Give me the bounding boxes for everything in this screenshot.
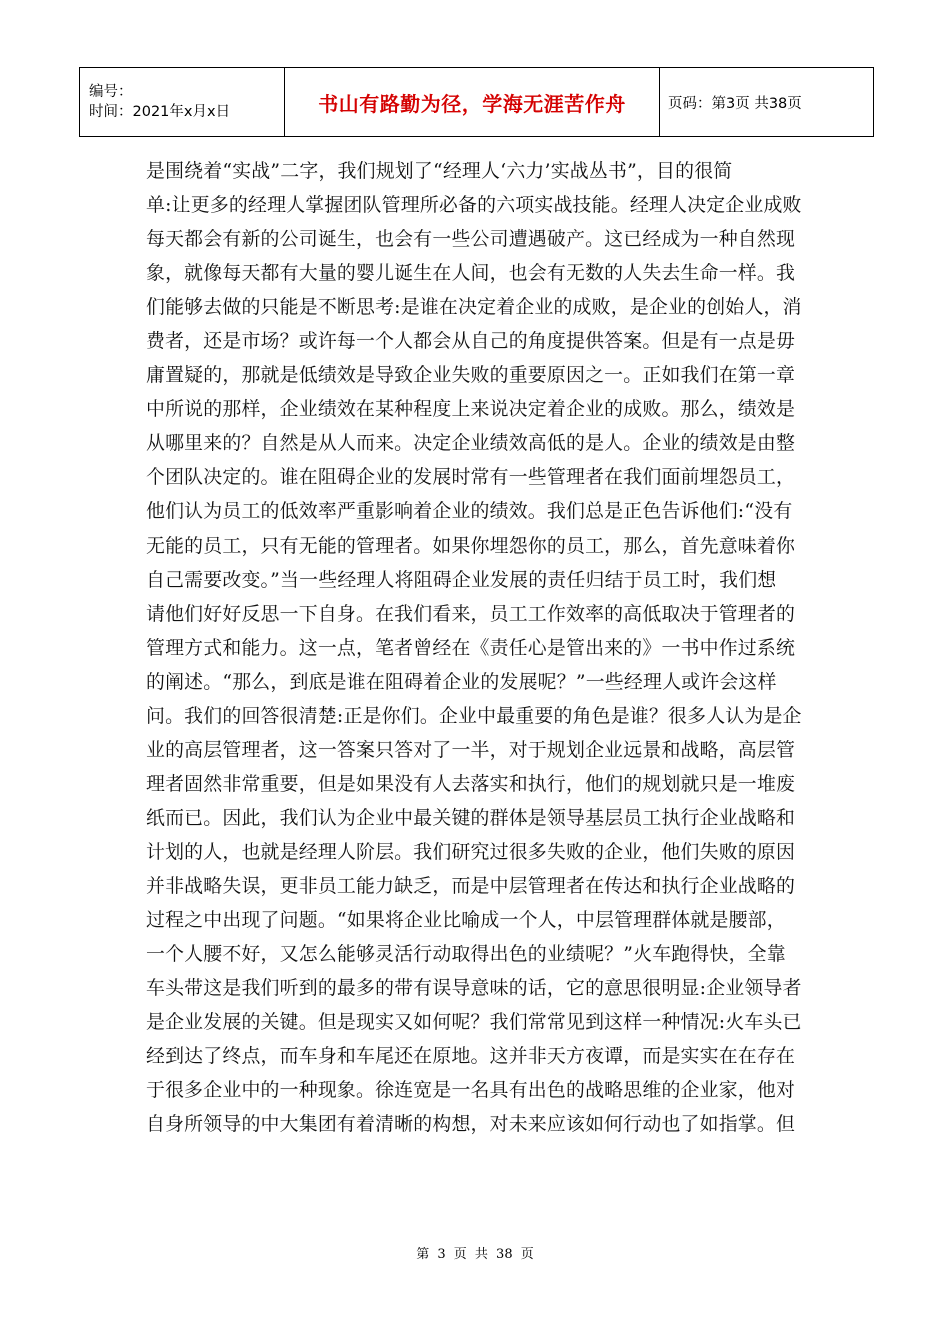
body-line: 纸而已。因此，我们认为企业中最关键的群体是领导基层员工执行企业战略和 (146, 806, 796, 829)
body-line: 并非战略失误，更非员工能力缺乏，而是中层管理者在传达和执行企业战略的 (146, 874, 796, 897)
body-line: 理者固然非常重要，但是如果没有人去落实和执行，他们的规划就只是一堆废 (146, 772, 796, 795)
document-time-label: 时间：2021年x月x日 (89, 104, 231, 120)
body-line: 的阐述。“那么，到底是谁在阻碍着企业的发展呢？”一些经理人或许会这样 (146, 670, 777, 693)
body-line: 无能的员工，只有无能的管理者。如果你埋怨你的员工，那么，首先意味着你 (146, 534, 796, 557)
body-line: 一个人腰不好，又怎么能够灵活行动取得出色的业绩呢？”火车跑得快，全靠 (146, 943, 786, 966)
body-line: 单:让更多的经理人掌握团队管理所必备的六项实战技能。经理人决定企业成败 (146, 194, 802, 217)
body-line: 请他们好好反思一下自身。在我们看来，员工工作效率的高低取决于管理者的 (146, 602, 796, 625)
document-header (79, 67, 874, 137)
body-line: 管理方式和能力。这一点，笔者曾经在《责任心是管出来的》一书中作过系统 (146, 636, 796, 659)
body-line: 车头带这是我们听到的最多的带有误导意味的话，它的意思很明显:企业领导者 (146, 977, 802, 1000)
header-page-info: 页码：第3页 共38页 (668, 95, 802, 112)
body-line: 经到达了终点，而车身和车尾还在原地。这并非天方夜谭，而是实实在在存在 (146, 1045, 796, 1068)
document-number-label: 编号： (89, 84, 133, 100)
body-line: 庸置疑的，那就是低绩效是导致企业失败的重要原因之一。正如我们在第一章 (146, 364, 796, 387)
body-line: 计划的人，也就是经理人阶层。我们研究过很多失败的企业，他们失败的原因 (146, 840, 796, 863)
header-page-cell (660, 68, 874, 137)
body-line: 中所说的那样，企业绩效在某种程度上来说决定着企业的成败。那么，绩效是 (146, 398, 796, 421)
body-line: 于很多企业中的一种现象。徐连宽是一名具有出色的战略思维的企业家，他对 (146, 1079, 796, 1102)
body-line: 自身所领导的中大集团有着清晰的构想，对未来应该如何行动也了如指掌。但 (146, 1113, 796, 1136)
body-line: 个团队决定的。谁在阻碍企业的发展时常有一些管理者在我们面前埋怨员工， (146, 466, 796, 489)
body-line: 费者，还是市场？或许每一个人都会从自己的角度提供答案。但是有一点是毋 (146, 330, 796, 353)
body-line: 们能够去做的只能是不断思考:是谁在决定着企业的成败，是企业的创始人，消 (146, 296, 802, 319)
body-line: 是企业发展的关键。但是现实又如何呢？我们常常见到这样一种情况:火车头已 (146, 1011, 802, 1034)
body-line: 是围绕着“实战”二字，我们规划了“经理人‘六力’实战丛书”，目的很简 (146, 160, 733, 182)
body-line: 问。我们的回答很清楚:正是你们。企业中最重要的角色是谁？很多人认为是企 (146, 704, 802, 727)
body-paragraph (146, 154, 806, 1141)
body-line: 过程之中出现了问题。“如果将企业比喻成一个人，中层管理群体就是腰部， (146, 909, 786, 932)
body-line: 业的高层管理者，这一答案只答对了一半，对于规划企业远景和战略，高层管 (146, 738, 796, 761)
header-motto-cell (285, 68, 660, 137)
body-line: 每天都会有新的公司诞生，也会有一些公司遭遇破产。这已经成为一种自然现 (146, 228, 796, 251)
body-line: 从哪里来的？自然是从人而来。决定企业绩效高低的是人。企业的绩效是由整 (146, 432, 796, 455)
page-footer: 第 3 页 共 38 页 (416, 1247, 534, 1262)
body-line: 象，就像每天都有大量的婴儿诞生在人间，也会有无数的人失去生命一样。我 (146, 262, 796, 285)
body-line: 自己需要改变。”当一些经理人将阻碍企业发展的责任归结于员工时，我们想 (146, 568, 777, 591)
body-line: 他们认为员工的低效率严重影响着企业的绩效。我们总是正色告诉他们:“没有 (146, 500, 793, 523)
header-meta-cell (80, 68, 285, 137)
header-motto: 书山有路勤为径，学海无涯苦作舟 (318, 91, 626, 116)
